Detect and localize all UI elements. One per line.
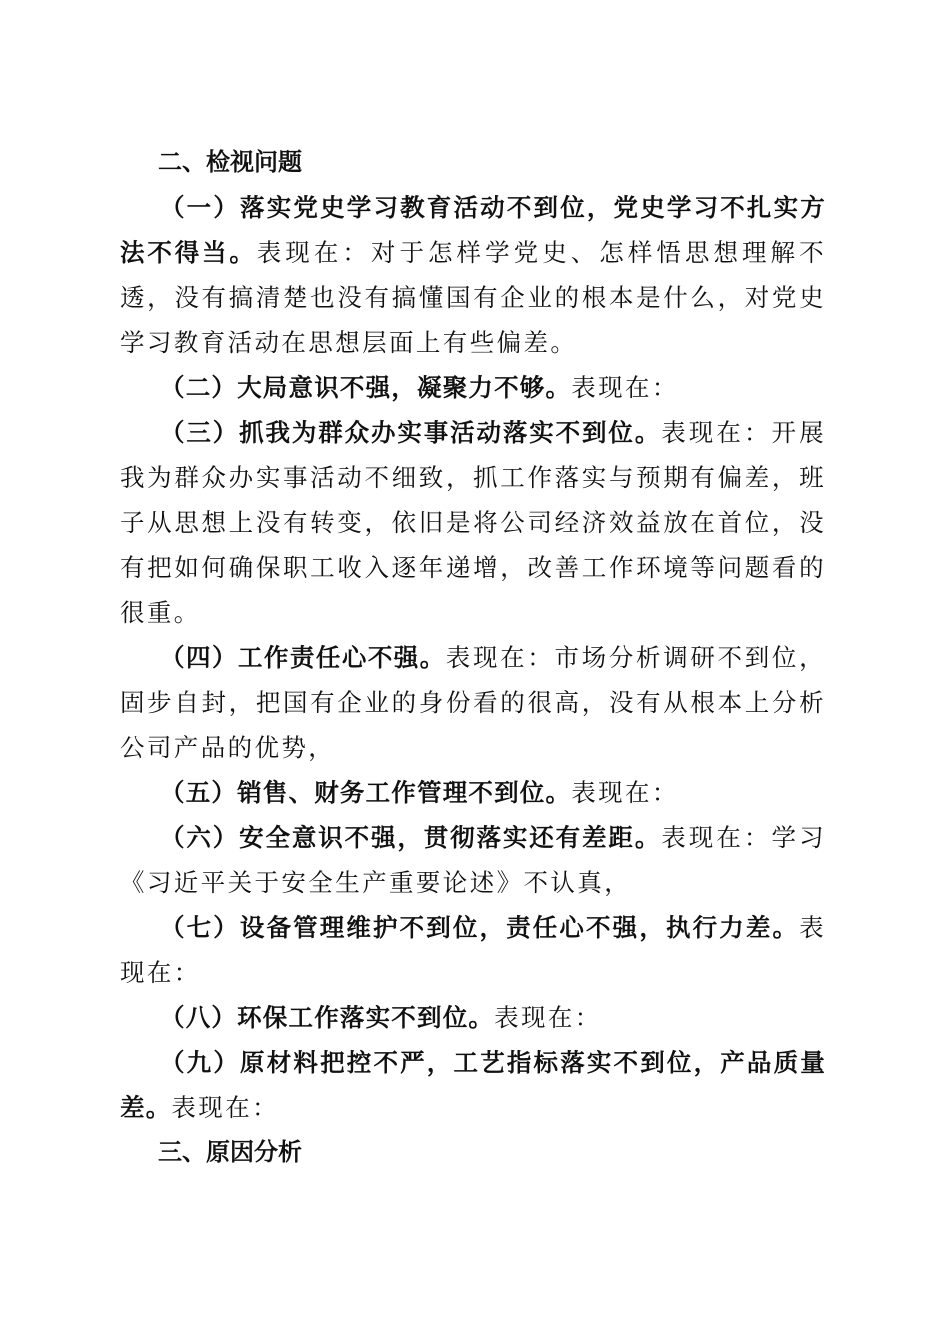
item-title: 原材料把控不严，工艺指标落实不到位，产品质量差。 bbox=[120, 1048, 826, 1122]
item-title: 工作责任心不强。 bbox=[237, 643, 446, 672]
problem-item-7 bbox=[120, 905, 826, 995]
item-detail: 表现在：学习《习近平关于安全生产重要论述》不认真， bbox=[120, 823, 826, 897]
item-number: （九） bbox=[160, 1048, 241, 1077]
problem-item-1 bbox=[120, 185, 826, 365]
item-title: 设备管理维护不到位，责任心不强，执行力差。 bbox=[239, 913, 800, 942]
document-page bbox=[120, 140, 826, 1175]
item-title: 落实党史学习教育活动不到位，党史学习不扎实方法不得当。 bbox=[120, 193, 826, 267]
problem-item-2 bbox=[120, 365, 826, 410]
item-detail: 表现在：对于怎样学党史、怎样悟思想理解不透，没有搞清楚也没有搞懂国有企业的根本是什么，对党史学习教育活动在思想层面上有些偏差。 bbox=[120, 238, 827, 357]
item-title: 抓我为群众办实事活动落实不到位。 bbox=[239, 418, 662, 447]
problem-item-5 bbox=[120, 770, 826, 815]
item-detail: 表现在： bbox=[571, 373, 679, 402]
problem-item-4 bbox=[120, 635, 826, 770]
item-number: （五） bbox=[160, 778, 238, 807]
item-number: （三） bbox=[160, 418, 240, 447]
item-number: （一） bbox=[160, 193, 241, 222]
item-detail: 表现在：开展我为群众办实事活动不细致，抓工作落实与预期有偏差，班子从思想上没有转变，依旧是将公司经济效益放在首位，没有把如何确保职工收入逐年递增，改善工作环境等问题看的很重。 bbox=[120, 418, 826, 627]
item-detail: 表现在：市场分析调研不到位，固步自封，把国有企业的身份看的很高，没有从根本上分析公司产品的优势， bbox=[120, 643, 826, 762]
item-title: 安全意识不强，贯彻落实还有差距。 bbox=[239, 823, 662, 852]
item-number: （四） bbox=[160, 643, 238, 672]
item-title: 环保工作落实不到位。 bbox=[237, 1003, 495, 1032]
item-detail: 表现在： bbox=[571, 778, 679, 807]
item-title: 销售、财务工作管理不到位。 bbox=[237, 778, 572, 807]
section-heading-cause-analysis: 三、原因分析 bbox=[158, 1138, 302, 1166]
item-number: （二） bbox=[160, 373, 238, 402]
item-title: 大局意识不强，凝聚力不够。 bbox=[237, 373, 572, 402]
problem-item-3 bbox=[120, 410, 826, 635]
item-detail: 表现在： bbox=[171, 1093, 280, 1122]
section-heading-review-problems: 二、检视问题 bbox=[158, 148, 302, 176]
item-detail: 表现在： bbox=[494, 1003, 602, 1032]
item-number: （七） bbox=[160, 913, 240, 942]
item-number: （八） bbox=[160, 1003, 238, 1032]
problem-item-6 bbox=[120, 815, 826, 905]
problem-item-9 bbox=[120, 1040, 826, 1130]
problem-item-8 bbox=[120, 995, 826, 1040]
item-number: （六） bbox=[160, 823, 240, 852]
item-detail: 表现在： bbox=[120, 913, 826, 987]
